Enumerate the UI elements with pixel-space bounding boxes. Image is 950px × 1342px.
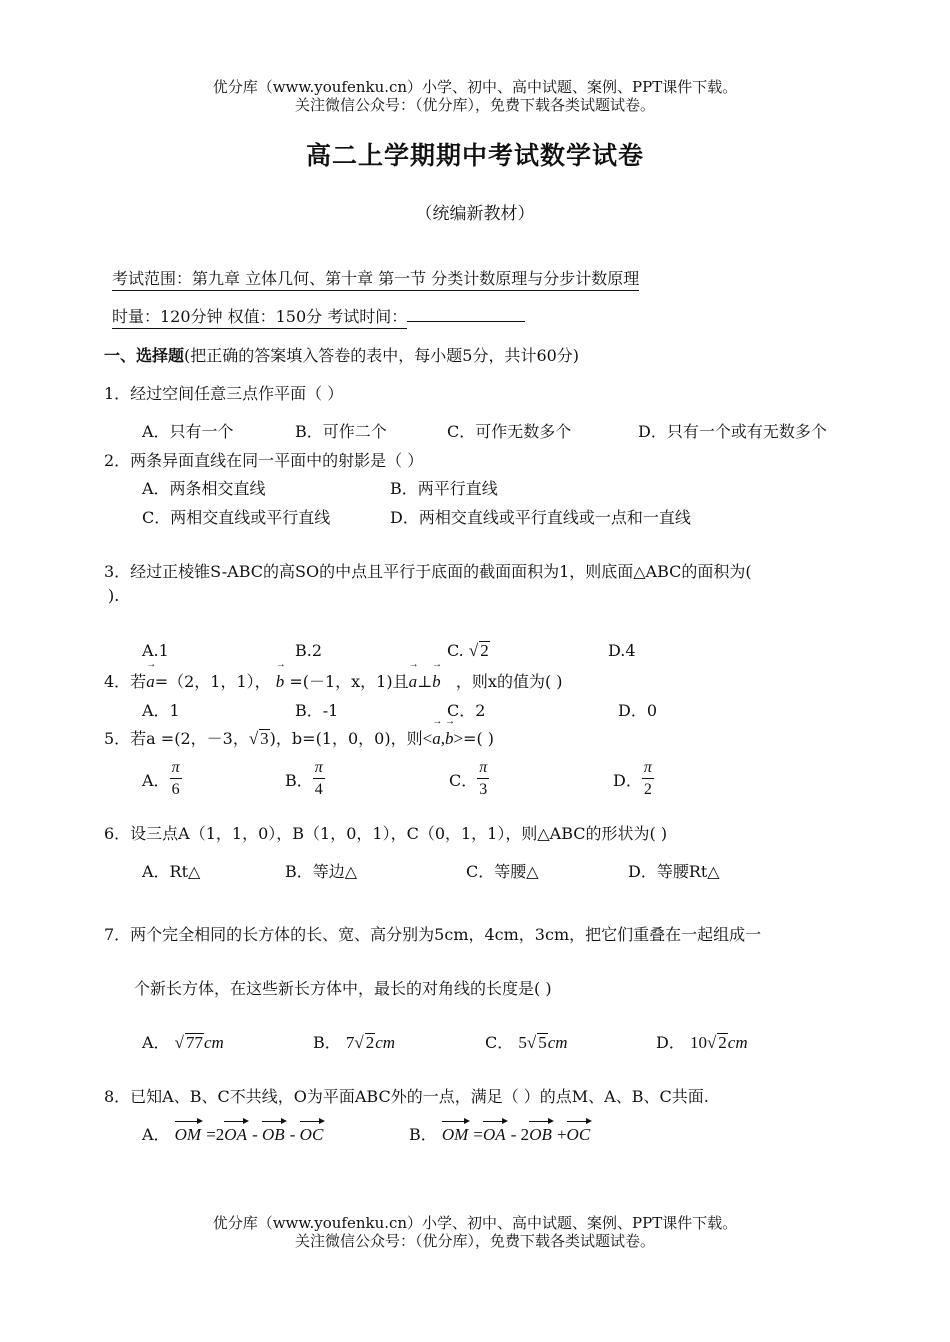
q2-stem: 2．两条异面直线在同一平面中的射影是（ ） <box>104 451 424 470</box>
q5-option-d: D． $\frac{\pi}{2}$ <box>613 759 652 798</box>
q2-option-d: D．两相交直线或平行直线或一点和一直线 <box>390 508 691 527</box>
exam-subtitle: （统编新教材） <box>415 204 535 224</box>
q4-stem: 4．若→ a=（2，1，1）， → b =(－1，x，1)且→ a⊥→ b ，则x的值为( ) <box>104 669 563 692</box>
q6-stem: 6．设三点A（1，1，0），B（1，0，1），C（0，1，1），则△ABC的形状为( ) <box>104 824 668 843</box>
q5-option-a: A． $\frac{\pi}{6}$ <box>142 759 180 798</box>
q6-option-a: A．Rt△ <box>142 862 201 881</box>
q3-option-c: C. √ 2 <box>447 641 489 660</box>
q1-option-b: B．可作二个 <box>295 422 387 441</box>
q2-option-c: C．两相交直线或平行直线 <box>142 508 331 527</box>
q3-c-radicand: 2 <box>480 641 489 660</box>
q7-option-d: D． 10√ 2cm <box>656 1033 748 1052</box>
q7-stem-line2: 个新长方体，在这些新长方体中，最长的对角线的长度是( ) <box>134 979 552 998</box>
exam-title: 高二上学期期中考试数学试卷 <box>305 141 644 170</box>
q6-option-b: B．等边△ <box>285 862 358 881</box>
section1-heading: 一、选择题 <box>104 346 185 365</box>
q1-option-d: D．只有一个或有无数多个 <box>638 422 827 441</box>
q1-option-c: C．可作无数多个 <box>447 422 572 441</box>
q8-stem: 8．已知A、B、C不共线，O为平面ABC外的一点，满足（ ）的点M、A、B、C共面. <box>104 1087 709 1106</box>
q7-option-c: C． 5√ 5cm <box>485 1033 568 1052</box>
q7-option-b: B． 7√ 2cm <box>313 1033 396 1052</box>
watermark-header-line1: 优分库（www.youfenku.cn）小学、初中、高中试题、案例、PPT课件下载。 <box>212 78 738 96</box>
q4-option-a: A．1 <box>142 701 180 720</box>
exam-scope: 考试范围：第九章 立体几何、第十章 第一节 分类计数原理与分步计数原理 <box>112 269 639 291</box>
section1 <box>104 343 579 366</box>
q3-option-a: A.1 <box>142 641 169 660</box>
exam-time-blank <box>407 309 525 322</box>
q7-option-a: A． √ 77cm <box>142 1033 224 1052</box>
q5-vector-a: → a <box>432 729 441 749</box>
q5-vector-b: → b <box>445 729 454 749</box>
q5-stem: 5．若a =(2，－3，√ 3)，b=(1，0，0)，则<→ a,→ b>=( ) <box>104 726 494 749</box>
watermark-footer-line1: 优分库（www.youfenku.cn）小学、初中、高中试题、案例、PPT课件下载。 <box>212 1214 738 1232</box>
q7-stem-line1: 7．两个完全相同的长方体的长、宽、高分别为5cm，4cm，3cm，把它们重叠在一起组成一 <box>104 925 762 944</box>
q1-stem: 1．经过空间任意三点作平面（ ） <box>104 384 344 403</box>
section1-note: (把正确的答案填入答卷的表中，每小题5分，共计60分) <box>184 346 580 365</box>
q4-vector-b2: → b <box>432 672 441 692</box>
q1-option-a: A．只有一个 <box>142 422 234 441</box>
watermark-header-line2: 关注微信公众号：（优分库），免费下载各类试题试卷。 <box>294 96 655 114</box>
q5-option-c: C． $\frac{\pi}{3}$ <box>449 759 488 798</box>
q6-option-c: C．等腰△ <box>466 862 539 881</box>
q4-vector-a2: → a <box>409 672 418 692</box>
q4-option-c: C．2 <box>447 701 486 720</box>
q2-option-b: B．两平行直线 <box>390 479 498 498</box>
q4-vector-b: → b <box>276 672 285 692</box>
q2-option-a: A．两条相交直线 <box>142 479 266 498</box>
q6-option-d: D．等腰Rt△ <box>628 862 720 881</box>
q3-stem-end: ). <box>108 586 120 605</box>
q4-vector-a: → a <box>146 672 155 692</box>
q8-option-a: A． OM =2OA - OB - OC <box>142 1125 324 1144</box>
q3-stem: 3．经过正棱锥S-ABC的高SO的中点且平行于底面的截面面积为1，则底面△ABC的面积为( <box>104 562 752 581</box>
q5-radicand: 3 <box>260 729 269 748</box>
q4-option-b: B．-1 <box>295 701 339 720</box>
q4-option-d: D．0 <box>618 701 658 720</box>
watermark-footer-line2: 关注微信公众号：（优分库），免费下载各类试题试卷。 <box>294 1232 655 1250</box>
q8-option-b: B． OM =OA - 2OB +OC <box>409 1125 591 1144</box>
q3-option-b: B.2 <box>295 641 323 660</box>
q3-option-d: D.4 <box>608 641 636 660</box>
q5-option-b: B． $\frac{\pi}{4}$ <box>285 759 323 798</box>
exam-time-info: 时量：120分钟 权值：150分 考试时间： <box>112 307 407 329</box>
